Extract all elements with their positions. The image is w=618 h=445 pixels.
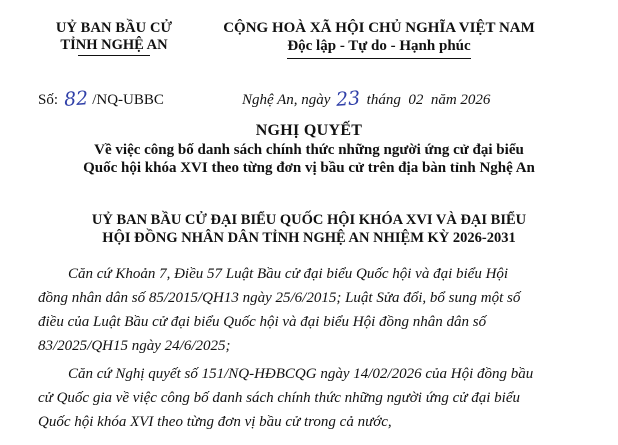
agency-underline — [78, 55, 150, 56]
agency-name-line1: UỶ BAN BẦU CỬ — [55, 20, 173, 36]
body-p1-line: 83/2025/QH15 ngày 24/6/2025; — [38, 338, 231, 354]
resolution-title: NGHỊ QUYẾT — [255, 122, 363, 139]
body-p2-line: Quốc hội khóa XVI theo từng đơn vị bầu cử trong cả nước, — [38, 414, 392, 430]
agency-name-line2: TỈNH NGHỆ AN — [60, 37, 168, 53]
resolution-subtitle-line1: Về việc công bố danh sách chính thức những người ứng cử đại biểu — [94, 142, 524, 158]
issuer-line1: UỶ BAN BẦU CỬ ĐẠI BIỂU QUỐC HỘI KHÓA XVI VÀ ĐẠI BIỂU — [91, 212, 527, 228]
national-motto: Độc lập - Tự do - Hạnh phúc — [287, 38, 471, 54]
body-p1-line: đồng nhân dân số 85/2015/QH13 ngày 25/6/2015; Luật Sửa đổi, bổ sung một số — [38, 290, 521, 306]
resolution-subtitle-line2: Quốc hội khóa XVI theo từng đơn vị bầu cử trên địa bàn tỉnh Nghệ An — [83, 160, 535, 176]
date-prefix: Nghệ An, ngày — [242, 92, 331, 108]
issuer-line2: HỘI ĐỒNG NHÂN DÂN TỈNH NGHỆ AN NHIỆM KỲ 2026-2031 — [102, 230, 516, 246]
document-number-suffix: /NQ-UBBC — [92, 92, 164, 108]
national-title: CỘNG HOÀ XÃ HỘI CHỦ NGHĨA VIỆT NAM — [223, 20, 535, 36]
motto-underline — [287, 58, 471, 59]
handwritten-number: 82 — [63, 87, 89, 111]
handwritten-day: 23 — [335, 87, 362, 111]
document-number-prefix: Số: — [38, 92, 59, 108]
body-p1-line: Căn cứ Khoản 7, Điều 57 Luật Bầu cử đại biểu Quốc hội và đại biểu Hội — [68, 266, 509, 282]
document-date — [242, 87, 490, 109]
date-rest: tháng 02 năm 2026 — [366, 92, 491, 108]
body-p2-line: Căn cứ Nghị quyết số 151/NQ-HĐBCQG ngày 14/02/2026 của Hội đồng bầu — [68, 366, 534, 382]
body-p1-line: điều của Luật Bầu cử đại biểu Quốc hội và đại biểu Hội đồng nhân dân số — [38, 314, 487, 330]
body-p2-line: cử Quốc gia về việc công bố danh sách chính thức những người ứng cử đại biểu — [38, 390, 520, 406]
document-number — [38, 87, 164, 109]
